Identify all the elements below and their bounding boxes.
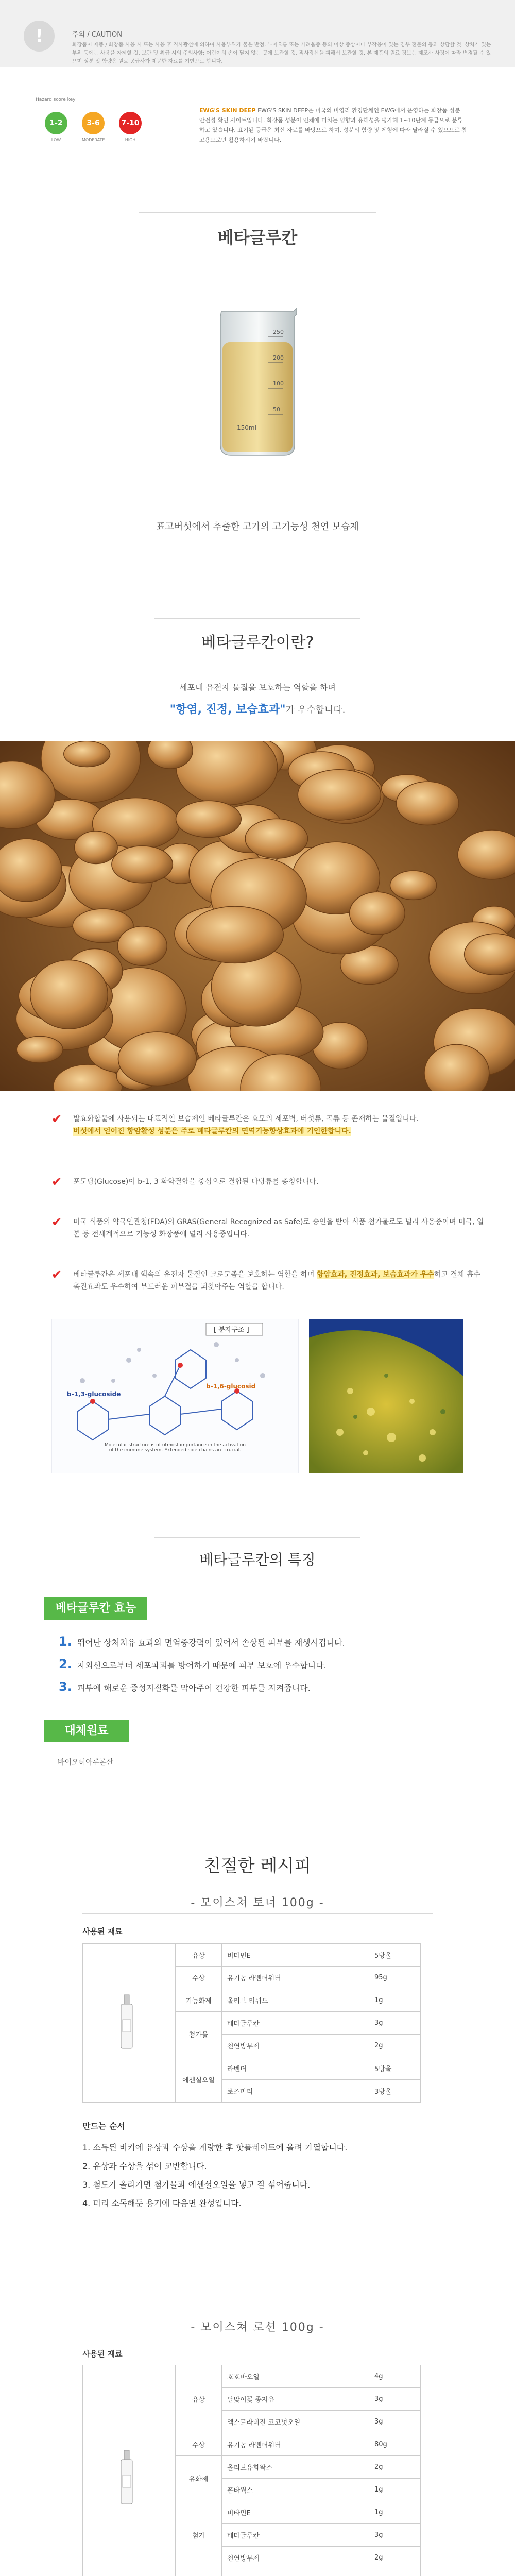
diagram-label-1: b-1,3-glucoside bbox=[67, 1391, 121, 1398]
category-cell: 기능화제 bbox=[176, 1989, 222, 2012]
ewg-badge-low: 1-2 bbox=[45, 112, 67, 134]
mushroom-cap bbox=[350, 892, 405, 935]
table-row bbox=[83, 1944, 421, 1967]
ingredient-cell: 천연방부제 bbox=[222, 2547, 369, 2569]
category-cell: 첨가물 bbox=[176, 2012, 222, 2057]
ingredient-cell: 천연방부제 bbox=[222, 2035, 369, 2057]
mushroom-cap bbox=[186, 906, 283, 963]
caution-text: 화장품이 제품 / 화장품 사용 시 또는 사용 후 직사광선에 의하여 사용부위가 붉은 반점, 부어오름 또는 가려움증 등의 이상 증상이나 부작용이 있는 경우 전문의 등과 상담할 것. 상처가 있는 부위 등에는 사용을 자제할 것. 보관 및 취급 시의 주의사항: 어린이의 손이 닿지 않는 곳에 보관할 것, 직사광선을 피해서 보관할 것. 본 제품의 원료 정보는 제조사 사정에 따라 변경될 수 있으며 성분 및 함량은 원료 공급사가 제공한 자료를 기반으로 합니다. bbox=[72, 42, 491, 64]
info-bullet-1 bbox=[52, 1113, 484, 1138]
step-3: 3. 첨도가 올라가면 첨가물과 에센셜오일을 넣고 잘 섞어줍니다. bbox=[82, 2180, 311, 2190]
bullet-4-lead: 베타글루칸은 세포내 핵속의 유전자 물질인 크로모좀을 보호하는 역할을 하며 bbox=[73, 1270, 315, 1279]
amount-cell: 1g bbox=[369, 2501, 421, 2524]
bottle-cell bbox=[83, 2365, 176, 2576]
beaker-mark-250: 250 bbox=[273, 329, 284, 335]
ingredient-cell: 폰타웍스 bbox=[222, 2479, 369, 2501]
ingredient-cell: 달맞이꽃 종자유 bbox=[222, 2388, 369, 2411]
steps-title: 만드는 순서 bbox=[82, 2121, 125, 2131]
ewg-badge-low-label: LOW bbox=[51, 138, 61, 142]
table-row bbox=[83, 2365, 421, 2388]
what-line1: 세포내 유전자 물질을 보호하는 역할을 하며 bbox=[179, 683, 336, 692]
raw-material-label: 대체원료 bbox=[44, 1720, 129, 1742]
bottle-cell bbox=[83, 1944, 176, 2103]
effect-text: 피부에 해로운 중성지질화를 막아주어 건강한 피부를 지켜줍니다. bbox=[77, 1683, 311, 1693]
recipe-1-table bbox=[82, 1943, 421, 2103]
ewg-label: Hazard score key bbox=[36, 97, 76, 103]
amount-cell: 2g bbox=[369, 2035, 421, 2057]
mushroom-cap bbox=[16, 1036, 63, 1063]
ewg-badge-high-label: HIGH bbox=[125, 138, 136, 142]
ewg-brand: EWG'S SKIN DEEP bbox=[199, 107, 256, 114]
amount-cell bbox=[369, 2569, 421, 2576]
ingredient-cell: 올리브 리퀴드 bbox=[222, 1989, 369, 2012]
ingredient-cell: 호호바오일 bbox=[222, 2365, 369, 2388]
bullet-4-text bbox=[73, 1268, 484, 1293]
ewg-badge-moderate-label: MODERATE bbox=[82, 138, 105, 142]
amount-cell: 3방울 bbox=[369, 2080, 421, 2103]
ewg-description bbox=[199, 106, 467, 145]
bullet-4-tail: 하고 결체 흡수촉진효과도 우수하여 부드러운 피부결을 되찾아주는 역할을 합니다. bbox=[73, 1270, 480, 1291]
amount-cell: 3g bbox=[369, 2524, 421, 2547]
raw-material-text: 바이오히아루론산 bbox=[58, 1758, 114, 1767]
effect-label: 베타글루칸 효능 bbox=[44, 1597, 147, 1620]
mushroom-cap bbox=[30, 960, 108, 1029]
diagram-label-2: b-1,6-glucosid bbox=[206, 1383, 256, 1390]
ingredient-cell: 베타글루칸 bbox=[222, 2012, 369, 2035]
molecular-structure-diagram bbox=[52, 1319, 299, 1473]
check-icon: ✔ bbox=[52, 1175, 62, 1189]
recipe-2-name: - 모이스쳐 로션 100g - bbox=[191, 2321, 324, 2334]
mushroom-cap bbox=[112, 846, 173, 883]
ewg-badge-moderate: 3-6 bbox=[82, 112, 105, 134]
amount-cell: 2g bbox=[369, 2547, 421, 2569]
divider bbox=[154, 618, 360, 619]
ingredient-cell: 유기농 라벤더워터 bbox=[222, 2433, 369, 2456]
ingredient-cell: 올리브유화왁스 bbox=[222, 2456, 369, 2479]
beaker-image bbox=[206, 306, 309, 461]
amount-cell: 3g bbox=[369, 2012, 421, 2035]
bullet-1-highlight bbox=[73, 1125, 484, 1138]
category-cell: 수상 bbox=[176, 2433, 222, 2456]
ingredient-cell: 로즈마리 bbox=[222, 2080, 369, 2103]
effect-item-3 bbox=[59, 1680, 311, 1694]
ingredient-cell: 비타민E bbox=[222, 1944, 369, 1967]
bullet-4-highlight: 항암효과, 진정효과, 보습효과가 우수 bbox=[316, 1270, 434, 1279]
category-cell: 수상 bbox=[176, 1967, 222, 1989]
info-bullet-3 bbox=[52, 1216, 484, 1241]
recipe-1-ingredients-label: 사용된 재료 bbox=[82, 1927, 123, 1936]
diagram-caption: Molecular structure is of utmost importance in the activation of the immune system. Extended side chains are crucial. bbox=[105, 1443, 246, 1453]
category-cell: 유화제 bbox=[176, 2456, 222, 2501]
what-title: 베타글루칸이란? bbox=[201, 634, 314, 652]
category-cell: 유상 bbox=[176, 2365, 222, 2433]
warning-icon: ! bbox=[24, 21, 55, 52]
beaker-mark-100: 100 bbox=[273, 380, 284, 387]
mushroom-cap bbox=[64, 741, 110, 767]
amount-cell: 80g bbox=[369, 2433, 421, 2456]
bottle-icon bbox=[119, 2449, 134, 2506]
bullet-1-text: 발효화합물에 사용되는 대표적인 보습제인 베타글루칸은 효모의 세포벽, 버섯류, 곡류 등 존재하는 물질입니다. bbox=[73, 1115, 419, 1123]
caution-title: 주의 / CAUTION bbox=[72, 31, 122, 39]
amount-cell: 95g bbox=[369, 1967, 421, 1989]
mushroom-cap bbox=[390, 871, 436, 900]
bullet-2-text: 포도당(Glucose)이 b-1, 3 화학결합을 중심으로 결합된 다당류를 총칭합니다. bbox=[73, 1178, 319, 1186]
check-icon: ✔ bbox=[52, 1267, 62, 1282]
amount-cell: 2g bbox=[369, 2456, 421, 2479]
features-title: 베타글루칸의 특징 bbox=[199, 1551, 316, 1568]
step-4: 4. 미리 소독해둔 용기에 다음면 완성입니다. bbox=[82, 2198, 242, 2208]
what-line2 bbox=[0, 701, 515, 717]
amount-cell: 1g bbox=[369, 2479, 421, 2501]
step-1: 1. 소독된 비커에 유상과 수상을 계량한 후 핫플레이트에 올려 가열합니다. bbox=[82, 2143, 348, 2153]
effect-text: 뛰어난 상처치유 효과와 면역증강력이 있어서 손상된 피부를 재생시킵니다. bbox=[77, 1638, 345, 1648]
divider bbox=[82, 1913, 433, 1914]
ingredient-cell: 비타민E bbox=[222, 2501, 369, 2524]
category-cell: 유상 bbox=[176, 1944, 222, 1967]
step-2: 2. 유상과 수상을 섞어 교반합니다. bbox=[82, 2161, 207, 2171]
ingredient-cell bbox=[222, 2569, 369, 2576]
category-cell: 에센셜오일 bbox=[176, 2057, 222, 2103]
mushroom-cap bbox=[176, 801, 242, 837]
category-cell: 첨가 bbox=[176, 2501, 222, 2569]
recipe-2-table bbox=[82, 2365, 421, 2576]
bottle-icon bbox=[119, 1994, 134, 2050]
mushroom-cap bbox=[397, 782, 459, 825]
amount-cell: 5방울 bbox=[369, 1944, 421, 1967]
ewg-info-box bbox=[24, 91, 491, 151]
bullet-3-text: 미국 식품의 약국연관청(FDA)의 GRAS(General Recognized as Safe)로 승인을 받아 식품 첨가물로도 널리 사용중이며 미국, 일본 등 전세계적으로 기능성 화장품에 널리 사용중입니다. bbox=[73, 1218, 484, 1239]
ingredient-cell: 유기농 라벤더워터 bbox=[222, 1967, 369, 1989]
divider bbox=[154, 1537, 360, 1538]
effect-item-2 bbox=[59, 1657, 327, 1671]
mushroom-cap bbox=[245, 819, 307, 858]
cell-microscope-image bbox=[309, 1319, 464, 1473]
recipe-1-steps bbox=[82, 2120, 347, 2213]
bullet-1-highlight-text: 버섯에서 얻어진 항암활성 성분은 주로 베타글루칸의 면역기능향상효과에 기인한합니다. bbox=[73, 1127, 351, 1136]
effect-number: 2. bbox=[59, 1657, 72, 1671]
divider bbox=[139, 212, 376, 213]
amount-cell: 3g bbox=[369, 2411, 421, 2433]
diagram-tag: [ 분자구조 ] bbox=[214, 1326, 249, 1334]
caution-box bbox=[0, 0, 515, 67]
info-bullet-2 bbox=[52, 1176, 484, 1188]
info-bullet-4 bbox=[52, 1268, 484, 1293]
what-quote: "항염, 진정, 보습효과" bbox=[169, 703, 286, 716]
beaker-mark-50: 50 bbox=[273, 406, 280, 413]
amount-cell: 3g bbox=[369, 2388, 421, 2411]
recipe-title: 친절한 레시피 bbox=[204, 1856, 311, 1876]
intro-title: 베타글루칸 bbox=[217, 228, 298, 247]
check-icon: ✔ bbox=[52, 1215, 62, 1229]
amount-cell: 5방울 bbox=[369, 2057, 421, 2080]
beaker-volume-label: 150ml bbox=[237, 424, 256, 431]
category-cell bbox=[176, 2569, 222, 2576]
check-icon: ✔ bbox=[52, 1112, 62, 1126]
ewg-badge-high: 7-10 bbox=[119, 112, 142, 134]
mushroom-cap bbox=[298, 770, 381, 820]
ewg-text: EWG'S SKIN DEEP은 미국의 비영리 환경단체인 EWG에서 운영하는 화장품 성분 안전성 확인 사이트입니다. 화장품 성분이 인체에 미치는 영향과 유해성을 평가해 1~10단계 등급으로 분류하고 있습니다. 표기된 등급은 최신 자료를 바탕으로 하며, 성분의 함량 및 제형에 따라 달라질 수 있으므로 참고용으로만 활용하시기 바랍니다. bbox=[199, 107, 467, 143]
amount-cell: 4g bbox=[369, 2365, 421, 2388]
amount-cell: 1g bbox=[369, 1989, 421, 2012]
recipe-2-ingredients-label: 사용된 재료 bbox=[82, 2349, 123, 2359]
ingredient-cell: 베타글루칸 bbox=[222, 2524, 369, 2547]
effect-number: 1. bbox=[59, 1634, 72, 1649]
mushroom-cap bbox=[75, 831, 118, 864]
what-line2-text: 가 우수합니다. bbox=[285, 705, 346, 716]
mushroom-cap bbox=[117, 926, 167, 965]
effect-text: 자외선으로부터 세포파괴를 방어하기 때문에 피부 보호에 우수합니다. bbox=[77, 1660, 327, 1670]
beaker-mark-200: 200 bbox=[273, 354, 284, 361]
mushroom-cap bbox=[118, 1032, 196, 1086]
intro-subtitle: 표고버섯에서 추출한 고가의 고기능성 천연 보습제 bbox=[156, 521, 359, 532]
recipe-1-name: - 모이스쳐 토너 100g - bbox=[191, 1896, 324, 1909]
effect-number: 3. bbox=[59, 1680, 72, 1694]
ingredient-cell: 라벤더 bbox=[222, 2057, 369, 2080]
ingredient-cell: 엑스트라버진 코코넛오일 bbox=[222, 2411, 369, 2433]
shiitake-mushroom-image bbox=[0, 741, 515, 1091]
effect-item-1 bbox=[59, 1634, 345, 1649]
